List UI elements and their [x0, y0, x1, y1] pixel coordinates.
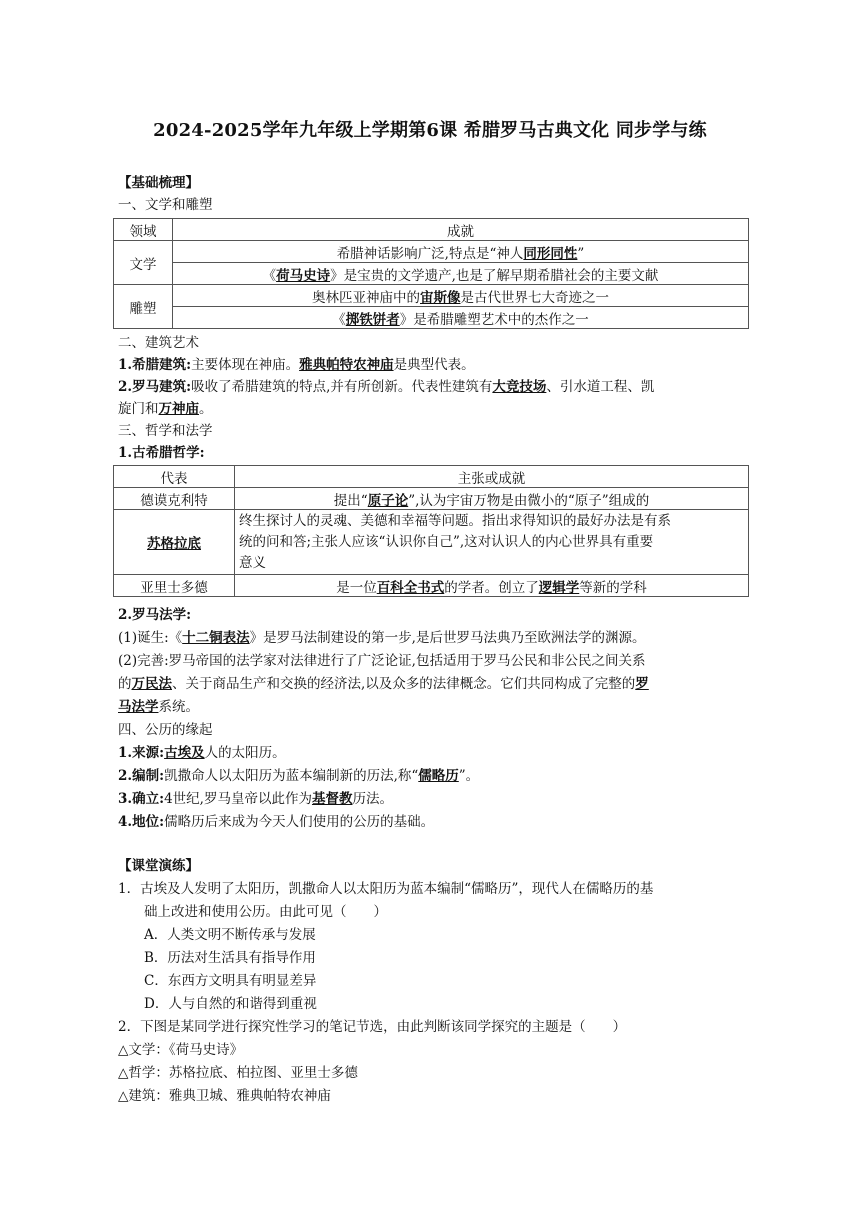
section-heading-philosophy: 三、哲学和法学	[118, 423, 213, 439]
section-basic-heading: 【基础梳理】	[118, 175, 199, 191]
text-line: 2.罗马法学:	[118, 607, 192, 623]
section-heading-calendar: 四、公历的缘起	[118, 722, 213, 738]
table-cell: 雕塑	[114, 285, 173, 329]
table-header: 代表	[114, 466, 235, 488]
option-d: D．人与自然的和谐得到重视	[144, 996, 317, 1012]
text-line: 2.编制:凯撒命人以太阳历为蓝本编制新的历法,称“儒略历”。	[118, 768, 480, 784]
text-line: 旋门和万神庙。	[118, 401, 213, 417]
text-line: (1)诞生:《十二铜表法》是罗马法制建设的第一步,是后世罗马法典乃至欧洲法学的渊源。	[118, 630, 646, 646]
page-title: 2024-2025学年九年级上学期第6课 希腊罗马古典文化 同步学与练	[153, 120, 707, 141]
text-line: 1.古希腊哲学:	[118, 445, 205, 461]
text-line: 马法学系统。	[118, 699, 199, 715]
question-1: 1．古埃及人发明了太阳历，凯撒命人以太阳历为蓝本编制“儒略历”，现代人在儒略历的基	[118, 881, 654, 897]
note-line: △文学：《荷马史诗》	[118, 1042, 244, 1058]
option-a: A．人类文明不断传承与发展	[144, 927, 316, 943]
table-cell: 《荷马史诗》是宝贵的文学遗产,也是了解早期希腊社会的主要文献	[173, 263, 749, 285]
option-c: C．东西方文明具有明显差异	[144, 973, 317, 989]
question-1-cont: 础上改进和使用公历。由此可见（ ）	[144, 904, 387, 920]
text-line: 1.希腊建筑:主要体现在神庙。雅典帕特农神庙是典型代表。	[118, 357, 475, 373]
philosophy-table	[113, 465, 749, 597]
text-line: 4.地位:儒略历后来成为今天人们使用的公历的基础。	[118, 814, 435, 830]
section-heading-literature: 一、文学和雕塑	[118, 197, 213, 213]
table-cell: 德谟克利特	[114, 488, 235, 510]
table-cell: 是一位百科全书式的学者。创立了逻辑学等新的学科	[235, 575, 749, 597]
table-cell: 希腊神话影响广泛,特点是“神人同形同性”	[173, 241, 749, 263]
table-cell: 提出“原子论”,认为宇宙万物是由微小的“原子”组成的	[235, 488, 749, 510]
text-line: 2.罗马建筑:吸收了希腊建筑的特点,并有所创新。代表性建筑有大竞技场、引水道工程、凯	[118, 379, 655, 395]
table-cell: 《掷铁饼者》是希腊雕塑艺术中的杰作之一	[173, 307, 749, 329]
table-header: 领域	[114, 219, 173, 241]
table-cell: 亚里士多德	[114, 575, 235, 597]
text-line: 1.来源:古埃及人的太阳历。	[118, 745, 286, 761]
note-line: △建筑：雅典卫城、雅典帕特农神庙	[118, 1088, 331, 1104]
option-b: B．历法对生活具有指导作用	[144, 950, 316, 966]
text-line: 的万民法、关于商品生产和交换的经济法,以及众多的法律概念。它们共同构成了完整的罗	[118, 676, 649, 692]
table-cell: 终生探讨人的灵魂、美德和幸福等问题。指出求得知识的最好办法是有系 统的问和答;主张人应该“认识你自己”,这对认识人的内心世界具有重要 意义	[235, 510, 749, 575]
table-header: 主张或成就	[235, 466, 749, 488]
section-heading-architecture: 二、建筑艺术	[118, 335, 199, 351]
table-cell: 苏格拉底	[114, 510, 235, 575]
table-header: 成就	[173, 219, 749, 241]
table-cell: 奥林匹亚神庙中的宙斯像是古代世界七大奇迹之一	[173, 285, 749, 307]
section-practice-heading: 【课堂演练】	[118, 858, 199, 874]
text-line: (2)完善:罗马帝国的法学家对法律进行了广泛论证,包括适用于罗马公民和非公民之间关系	[118, 653, 646, 669]
text-line: 3.确立:4世纪,罗马皇帝以此作为基督教历法。	[118, 791, 393, 807]
question-2: 2．下图是某同学进行探究性学习的笔记节选，由此判断该同学探究的主题是（ ）	[118, 1019, 627, 1035]
note-line: △哲学：苏格拉底、柏拉图、亚里士多德	[118, 1065, 358, 1081]
literature-sculpture-table	[113, 218, 749, 329]
table-cell: 文学	[114, 241, 173, 285]
